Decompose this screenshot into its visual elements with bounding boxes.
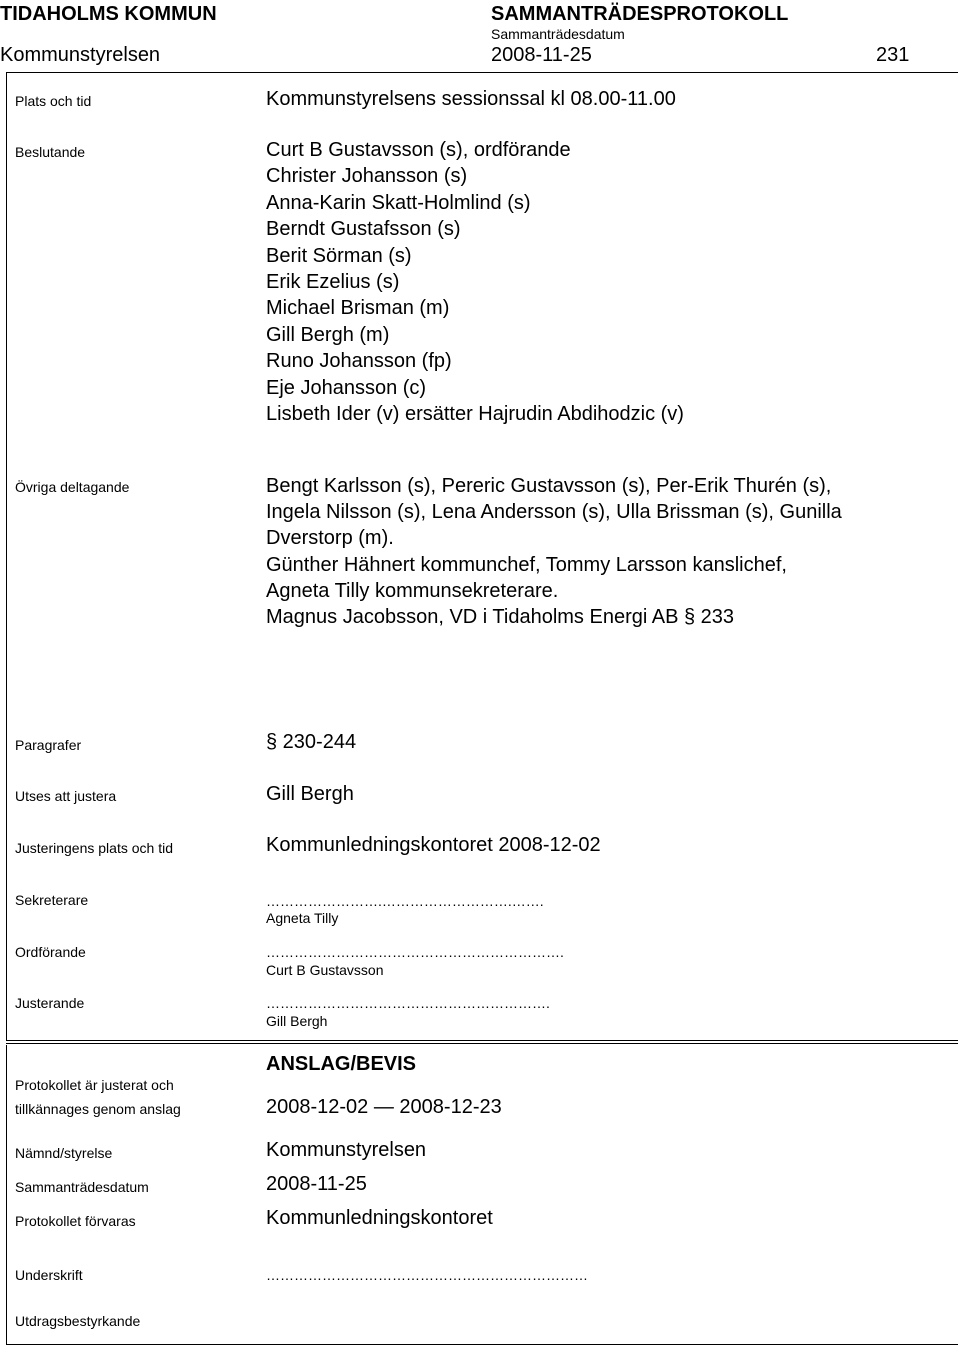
member: Michael Brisman (m): [266, 297, 450, 320]
member: Curt B Gustavsson (s), ordförande: [266, 139, 571, 161]
page-number: 231: [876, 44, 910, 66]
ovriga-line: Magnus Jacobsson, VD i Tidaholms Energi AB § 233: [266, 606, 735, 629]
meeting-date: 2008-11-25: [491, 44, 592, 66]
paragrafer-value: § 230-244: [266, 731, 357, 753]
ovriga-line: Bengt Karlsson (s), Pereric Gustavsson (s), Per-Erik Thurén (s),: [266, 475, 832, 497]
paragrafer-label: Paragrafer: [15, 737, 82, 753]
member: Christer Johansson (s): [266, 165, 468, 188]
plats-label: Plats och tid: [15, 93, 92, 109]
beslutande-list: [266, 137, 684, 427]
member: Lisbeth Ider (v) ersätter Hajrudin Abdihodzic (v): [266, 403, 684, 426]
ordforande-label: Ordförande: [15, 944, 86, 960]
committee-name: Kommunstyrelsen: [0, 44, 161, 66]
member: Eje Johansson (c): [266, 376, 427, 399]
forvaras-label: Protokollet förvaras: [15, 1213, 136, 1229]
org-name: TIDAHOLMS KOMMUN: [0, 3, 217, 25]
member: Berndt Gustafsson (s): [266, 218, 461, 241]
ovriga-line: Dverstorp (m).: [266, 527, 394, 550]
ovriga-line: Günther Hähnert kommunchef, Tommy Larsson kanslichef,: [266, 553, 787, 576]
sekreterare-label: Sekreterare: [15, 892, 89, 908]
justerande-label: Justerande: [15, 995, 85, 1011]
date-label: Sammanträdesdatum: [491, 26, 625, 42]
anslag-rule-2: [6, 1043, 958, 1044]
member: Berit Sörman (s): [266, 244, 412, 267]
justering-label: Justeringens plats och tid: [15, 840, 173, 856]
utses-value: Gill Bergh: [266, 783, 354, 805]
member: Anna-Karin Skatt-Holmlind (s): [266, 191, 531, 214]
namnd-label: Nämnd/styrelse: [15, 1145, 113, 1161]
justerande-name: Gill Bergh: [266, 1013, 328, 1029]
utses-label: Utses att justera: [15, 788, 117, 804]
bottom-rule: [6, 1344, 958, 1345]
plats-value: Kommunstyrelsens sessionssal kl 08.00-11.00: [266, 88, 676, 110]
anslag-rule-1: [6, 1040, 958, 1041]
ovriga-label: Övriga deltagande: [15, 479, 130, 495]
left-border-lower: [6, 1045, 7, 1344]
justering-value: Kommunledningskontoret 2008-12-02: [266, 834, 601, 856]
datum-value: 2008-11-25: [266, 1173, 367, 1195]
top-rule: [6, 72, 958, 73]
member: Runo Johansson (fp): [266, 350, 452, 373]
member: Erik Ezelius (s): [266, 271, 400, 294]
anslag-title: ANSLAG/BEVIS: [266, 1053, 417, 1075]
justerande-signature-line: …………………………………………………….: [266, 995, 550, 1011]
datum-label: Sammanträdesdatum: [15, 1179, 149, 1195]
underskrift-signature-line: ……………………………………………………………: [266, 1267, 588, 1283]
anslag-period: 2008-12-02 — 2008-12-23: [266, 1096, 502, 1118]
ovriga-list: [266, 473, 842, 630]
ovriga-line: Agneta Tilly kommunsekreterare.: [266, 579, 559, 602]
sekreterare-name: Agneta Tilly: [266, 910, 339, 926]
document-type: SAMMANTRÄDESPROTOKOLL: [491, 3, 789, 25]
sekreterare-signature-line: …………………….……………………….…….: [266, 893, 544, 909]
underskrift-label: Underskrift: [15, 1267, 83, 1283]
forvaras-value: Kommunledningskontoret: [266, 1207, 493, 1229]
protokollet-label-line2: tillkännages genom anslag: [15, 1101, 181, 1117]
beslutande-label: Beslutande: [15, 144, 86, 160]
protokollet-label-line1: Protokollet är justerat och: [15, 1077, 174, 1093]
utdrag-label: Utdragsbestyrkande: [15, 1313, 141, 1329]
member: Gill Bergh (m): [266, 323, 390, 346]
ordforande-name: Curt B Gustavsson: [266, 962, 384, 978]
namnd-value: Kommunstyrelsen: [266, 1139, 427, 1161]
ordforande-signature-line: ……………………………………………………….: [266, 944, 564, 960]
ovriga-line: Ingela Nilsson (s), Lena Andersson (s), Ulla Brissman (s), Gunilla: [266, 501, 842, 524]
left-border-upper: [6, 72, 7, 1040]
